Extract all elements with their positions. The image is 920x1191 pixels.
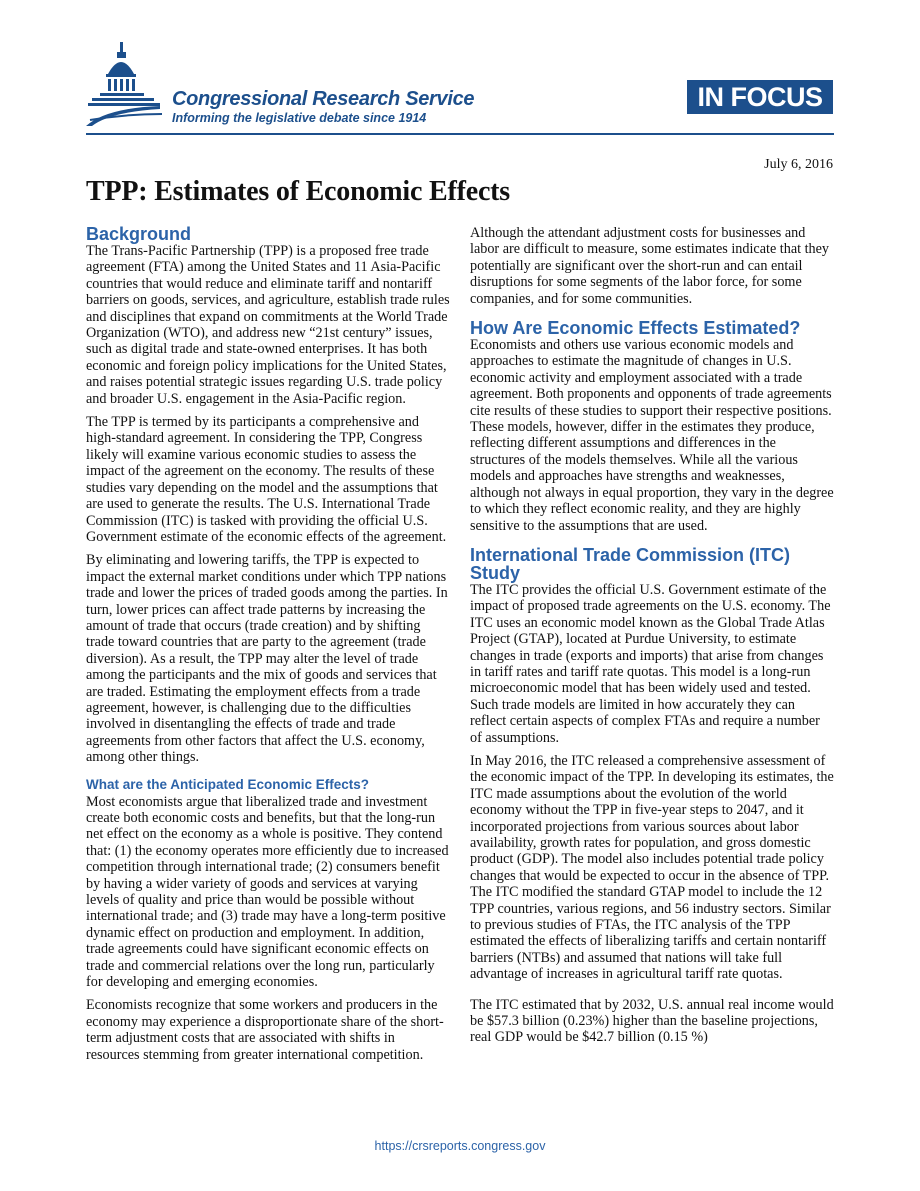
anticipated-effects-heading: What are the Anticipated Economic Effects?: [86, 776, 370, 792]
right-column: [470, 225, 834, 1053]
crs-logo[interactable]: [86, 40, 506, 130]
page-title: TPP: Estimates of Economic Effects: [86, 176, 510, 207]
paragraph: In May 2016, the ITC released a comprehensive assessment of the economic impact of the TPP. In developing its estimates, the ITC made assumptions about the evolution of the world economy without the TPP in five-year steps to 2047, and it incorporated projections from various sources about labor availability, growth rates for population, and gross domestic product (GDP). The model also includes potential trade policy changes that would be expected to occur in the absence of TPP. The ITC modified the standard GTAP model to include the 12 TPP countries, various regions, and 56 industry sectors. Similar to previous studies of FTAs, the ITC analysis of the TPP estimated the effects of liberalizing tariffs and certain nontariff barriers (NTBs) and assumed that nations will take full advantage of increases in agricultural tariff rate quotas.: [470, 752, 834, 983]
paragraph: The TPP is termed by its participants a comprehensive and high-standard agreement. In considering the TPP, Congress likely will examine various economic studies to assess the impact of the agreement on the economy. The results of these studies vary depending on the model and the assumptions that are used to generate the results. The U.S. International Trade Commission (ITC) is tasked with providing the official U.S. Government estimate of the economic effects of the agreement.: [86, 414, 447, 545]
itc-study-heading: International Trade Commission (ITC) Study: [470, 544, 791, 583]
left-column: [86, 225, 450, 1070]
paragraph: Economists recognize that some workers and producers in the economy may experience a disproportionate share of the short-term adjustment costs that are associated with shifts in resources stemming from greater international competition.: [86, 997, 444, 1063]
org-tagline: Informing the legislative debate since 1914: [172, 111, 427, 125]
paragraph: By eliminating and lowering tariffs, the TPP is expected to impact the external market conditions under which TPP nations trade and lower the prices of traded goods among the parties. In turn, lower prices can affect trade patterns by increasing the amount of trade that occurs (trade creation) and by shifting trade toward countries that are party to the agreement (trade diversion). As a result, the TPP may alter the level of trade among the participants and the mix of goods and services that are traded. Estimating the employment effects from a trade agreement, however, is challenging due to the difficulties involved in disentangling the effects of trade and trade agreements from other factors that affect the U.S. economy, among other things.: [86, 552, 448, 766]
capitol-dome-icon: [86, 40, 168, 130]
org-name: Congressional Research Service: [172, 88, 475, 110]
estimation-heading: How Are Economic Effects Estimated?: [470, 318, 801, 339]
in-focus-badge: IN FOCUS: [687, 80, 833, 114]
paragraph: Although the attendant adjustment costs for businesses and labor are difficult to measure, some estimates indicate that they potentially are significant over the short-run and can entail disruptions for some segments of the labor force, for some companies, and for some communities.: [470, 225, 830, 307]
paragraph: The ITC estimated that by 2032, U.S. annual real income would be $57.3 billion (0.23%) higher than the baseline projections, real GDP would be $42.7 billion (0.15 %): [470, 996, 834, 1046]
header-divider: [86, 133, 834, 135]
background-heading: Background: [86, 224, 192, 244]
paragraph: Economists and others use various economic models and approaches to estimate the magnitude of changes in U.S. economic activity and employment associated with a trade agreement. Both proponents and opponents of trade agreements cite results of these studies to support their respective positions. These models, however, differ in the estimates they produce, reflecting different assumptions and differences in the structures of the models themselves. While all the various models and approaches have strengths and weaknesses, although not always in equal proportion, they vary in the degree to which they reflect economic reality, and they are highly sensitive to the assumptions that are used.: [470, 337, 834, 534]
footer-url-link[interactable]: https://crsreports.congress.gov: [374, 1139, 546, 1153]
publication-date: July 6, 2016: [764, 157, 833, 172]
paragraph: The ITC provides the official U.S. Government estimate of the impact of proposed trade agreements on the U.S. economy. The ITC uses an economic model known as the Global Trade Atlas Project (GTAP), located at Purdue University, to estimate changes in trade (exports and imports) that arise from changes in tariff rates and tariff rate quotas. This model is a long-run microeconomic model that has been widely used and tested. Such trade models are limited in how accurately they can reflect certain aspects of complex FTAs and require a number of assumptions.: [470, 581, 831, 746]
paragraph: Most economists argue that liberalized trade and investment create both economic costs and benefits, but that the long-run net effect on the economy as a whole is positive. They contend that: (1) the economy operates more efficiently due to increased competition through international trade; (2) consumers benefit by having a wider variety of goods and services at varying levels of quality and price than would be possible without international trade; and (3) trade may have a long-term positive dynamic effect on production and employment. In addition, trade agreements could have significant economic effects on trade and commercial relations over the long run, particularly for developing and emerging economies.: [86, 793, 449, 991]
paragraph: The Trans-Pacific Partnership (TPP) is a proposed free trade agreement (FTA) among the United States and 11 Asia-Pacific countries that would reduce and eliminate tariff and nontariff barriers on goods, services, and agriculture, establish trade rules and disciplines that expand on commitments at the World Trade Organization (WTO), and address new “21st century” issues, such as digital trade and state-owned enterprises. It has both economic and foreign policy implications for the United States, and raises potential strategic issues regarding U.S. trade policy and broader U.S. engagement in the Asia-Pacific region.: [86, 243, 450, 407]
